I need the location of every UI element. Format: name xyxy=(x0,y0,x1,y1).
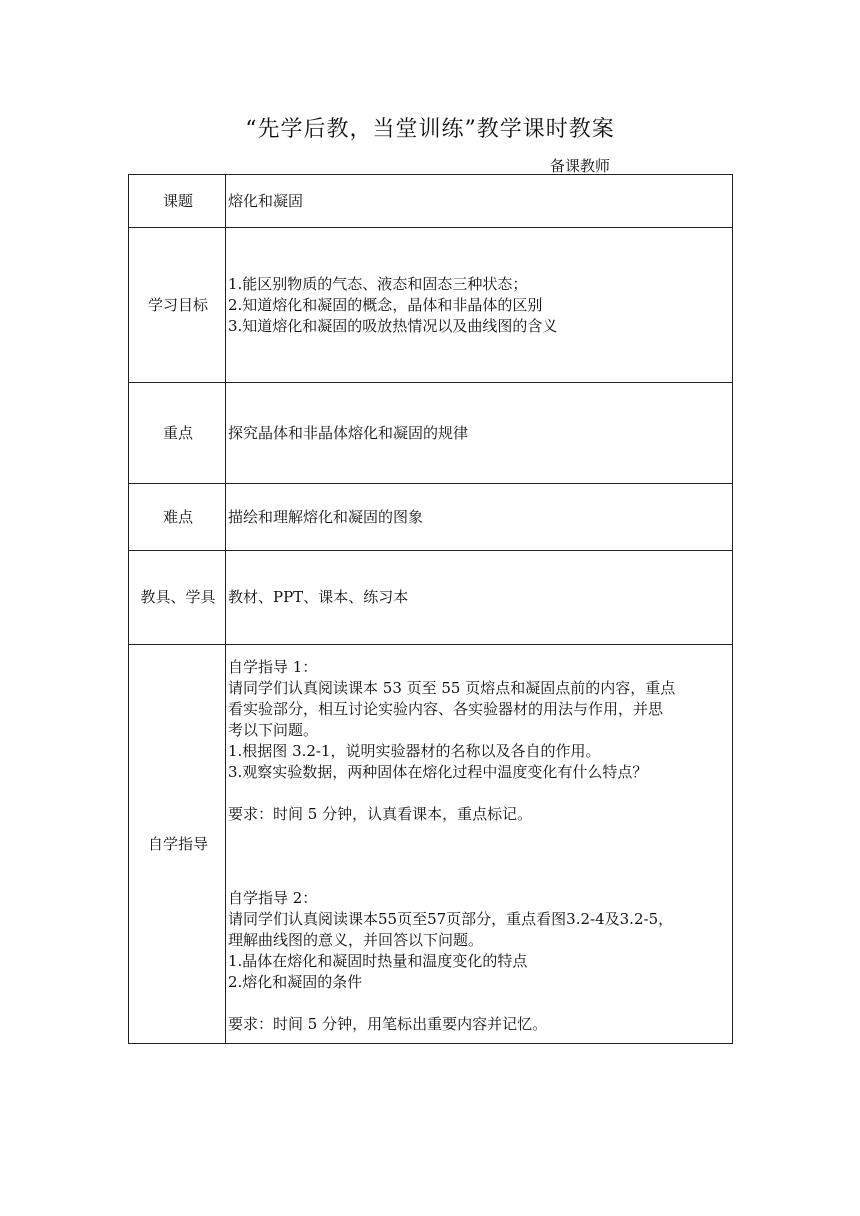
guide1-intro-line: 请同学们认真阅读课本 53 页至 55 页熔点和凝固点前的内容，重点 xyxy=(228,679,676,697)
guide2-intro-line: 请同学们认真阅读课本55页至57页部分，重点看图3.2-4及3.2-5， xyxy=(228,910,674,928)
guide2-intro-line: 理解曲线图的意义，并回答以下问题。 xyxy=(228,931,484,949)
topic-value: 熔化和凝固 xyxy=(226,175,733,228)
spacer xyxy=(228,993,732,1014)
self-study-value xyxy=(226,645,733,1044)
spacer xyxy=(228,825,732,867)
guide1-intro-line: 考以下问题。 xyxy=(228,721,319,739)
objective-item: 3.知道熔化和凝固的吸放热情况以及曲线图的含义 xyxy=(228,316,558,335)
guide1-intro-line: 看实验部分，相互讨论实验内容、各实验器材的用法与作用，并思 xyxy=(228,700,664,718)
objectives-value xyxy=(226,228,733,383)
spacer xyxy=(228,867,732,888)
key-point-value: 探究晶体和非晶体熔化和凝固的规律 xyxy=(226,383,733,484)
row-topic xyxy=(129,175,733,228)
guide1-heading: 自学指导 1： xyxy=(228,658,318,676)
guide2-requirement: 要求：时间 5 分钟，用笔标出重要内容并记忆。 xyxy=(228,1015,548,1033)
guide2-question: 1.晶体在熔化和凝固时热量和温度变化的特点 xyxy=(228,952,528,970)
row-tools xyxy=(129,551,733,645)
lesson-plan-table xyxy=(128,174,733,1044)
key-point-label: 重点 xyxy=(129,383,226,484)
row-objectives xyxy=(129,228,733,383)
page-title: “先学后教，当堂训练”教学课时教案 xyxy=(245,117,615,142)
guide1-requirement: 要求：时间 5 分钟，认真看课本，重点标记。 xyxy=(228,805,533,823)
row-key-point xyxy=(129,383,733,484)
row-self-study xyxy=(129,645,733,1044)
teacher-label: 备课教师 xyxy=(550,157,611,175)
topic-label: 课题 xyxy=(129,175,226,228)
row-difficulty xyxy=(129,484,733,551)
guide1-question: 1.根据图 3.2-1，说明实验器材的名称以及各自的作用。 xyxy=(228,742,601,760)
guide2-heading: 自学指导 2： xyxy=(228,889,318,907)
tools-value: 教材、PPT、课本、练习本 xyxy=(226,551,733,645)
guide1-question: 3.观察实验数据，两种固体在熔化过程中温度变化有什么特点？ xyxy=(228,763,648,781)
spacer xyxy=(228,783,732,804)
objective-item: 2.知道熔化和凝固的概念，晶体和非晶体的区别 xyxy=(228,295,543,314)
difficulty-value: 描绘和理解熔化和凝固的图象 xyxy=(226,484,733,551)
self-study-label: 自学指导 xyxy=(129,645,226,1044)
difficulty-label: 难点 xyxy=(129,484,226,551)
guide2-question: 2.熔化和凝固的条件 xyxy=(228,973,363,991)
objectives-label: 学习目标 xyxy=(129,228,226,383)
objective-item: 1.能区别物质的气态、液态和固态三种状态； xyxy=(228,274,528,293)
tools-label: 教具、学具 xyxy=(129,551,226,645)
